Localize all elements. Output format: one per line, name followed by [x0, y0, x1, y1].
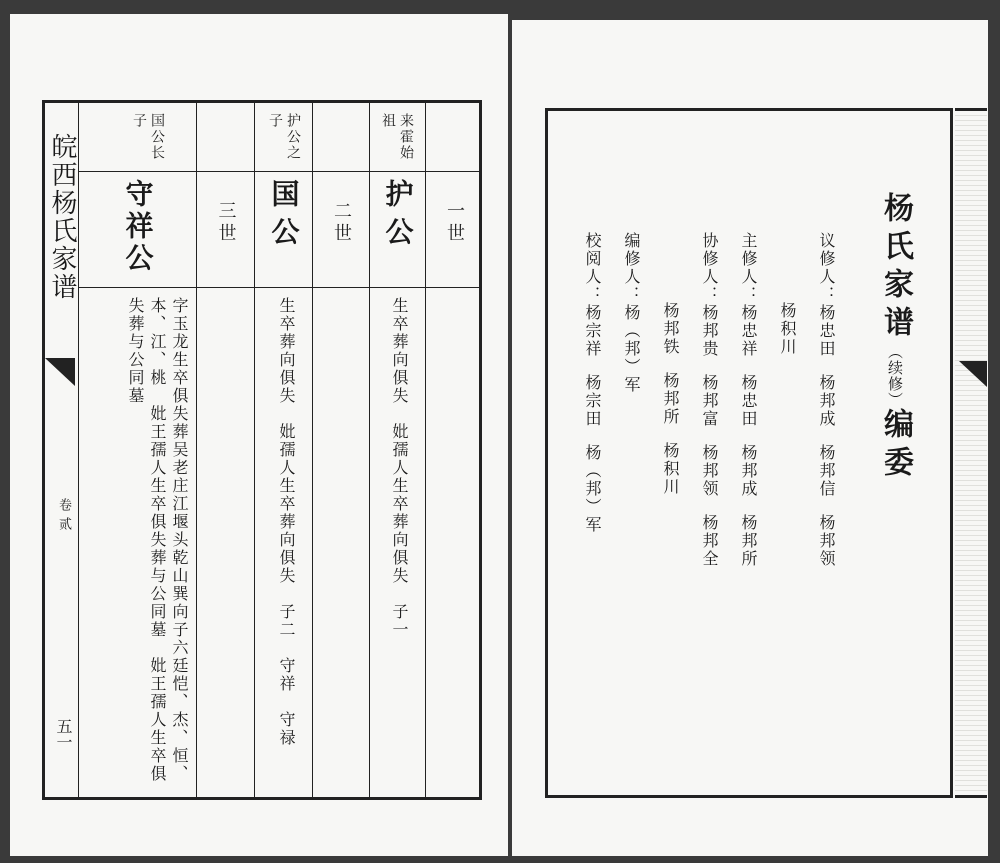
generation-label: 三世 — [215, 201, 237, 245]
title-subtitle: （续修） — [886, 344, 904, 408]
relation-label: 护公之子 — [267, 113, 301, 161]
book-spine — [45, 103, 79, 797]
next-page-edge — [955, 108, 987, 798]
biography-text: 生卒葬向俱失 妣孺人生卒葬向俱失 子一 — [390, 297, 409, 639]
table-column — [426, 103, 482, 797]
spine-volume: 卷贰 — [56, 498, 71, 536]
table-column — [370, 103, 426, 797]
ancestor-name: 守祥公 — [121, 179, 155, 275]
committee-role-jiaoyue: 校阅人：杨宗祥杨宗田杨（邦）军 — [583, 232, 602, 534]
spine-page-number: 五一 — [54, 718, 73, 750]
relation-label: 国公长子 — [131, 113, 165, 161]
generation-label: 二世 — [331, 201, 352, 245]
committee-role-bianxiu: 编修人：杨（邦）军 — [622, 232, 641, 394]
generation-label: 一世 — [444, 201, 465, 245]
spine-title: 皖西杨氏家谱 — [47, 133, 77, 301]
committee-role-xiexiu: 协修人：杨邦贵杨邦富杨邦领杨邦全 — [700, 232, 719, 568]
genealogy-table — [42, 100, 482, 800]
biography-text: 生卒葬向俱失 妣孺人生卒葬向俱失 子二 守祥 守禄 — [277, 297, 296, 747]
page-title: 杨氏家谱（续修）编委 — [878, 192, 913, 484]
biography-text: 字玉龙生卒俱失葬吴老庄江堰头乾山巽向子六廷恺、杰、恒、本、江、桃 妣王孺人生卒俱失葬与公同墓 妣王孺人生卒俱失葬与公同墓 — [126, 297, 189, 783]
committee-names-continued: 杨邦铁杨邦所杨积川 — [661, 302, 680, 496]
relation-label: 来霍始祖 — [380, 113, 414, 161]
table-column — [79, 103, 197, 797]
spine-fish-tail-mark — [45, 358, 75, 386]
ancestor-name: 国公 — [267, 179, 301, 255]
committee-role-yixiu: 议修人：杨忠田杨邦成杨邦信杨邦领 — [817, 232, 836, 568]
table-column — [313, 103, 370, 797]
committee-role-zhuxiu: 主修人：杨忠祥杨忠田杨邦成杨邦所 — [739, 232, 758, 568]
committee-names-continued: 杨积川 — [778, 302, 797, 356]
table-column — [255, 103, 313, 797]
table-column — [197, 103, 255, 797]
ancestor-name: 护公 — [381, 179, 415, 255]
